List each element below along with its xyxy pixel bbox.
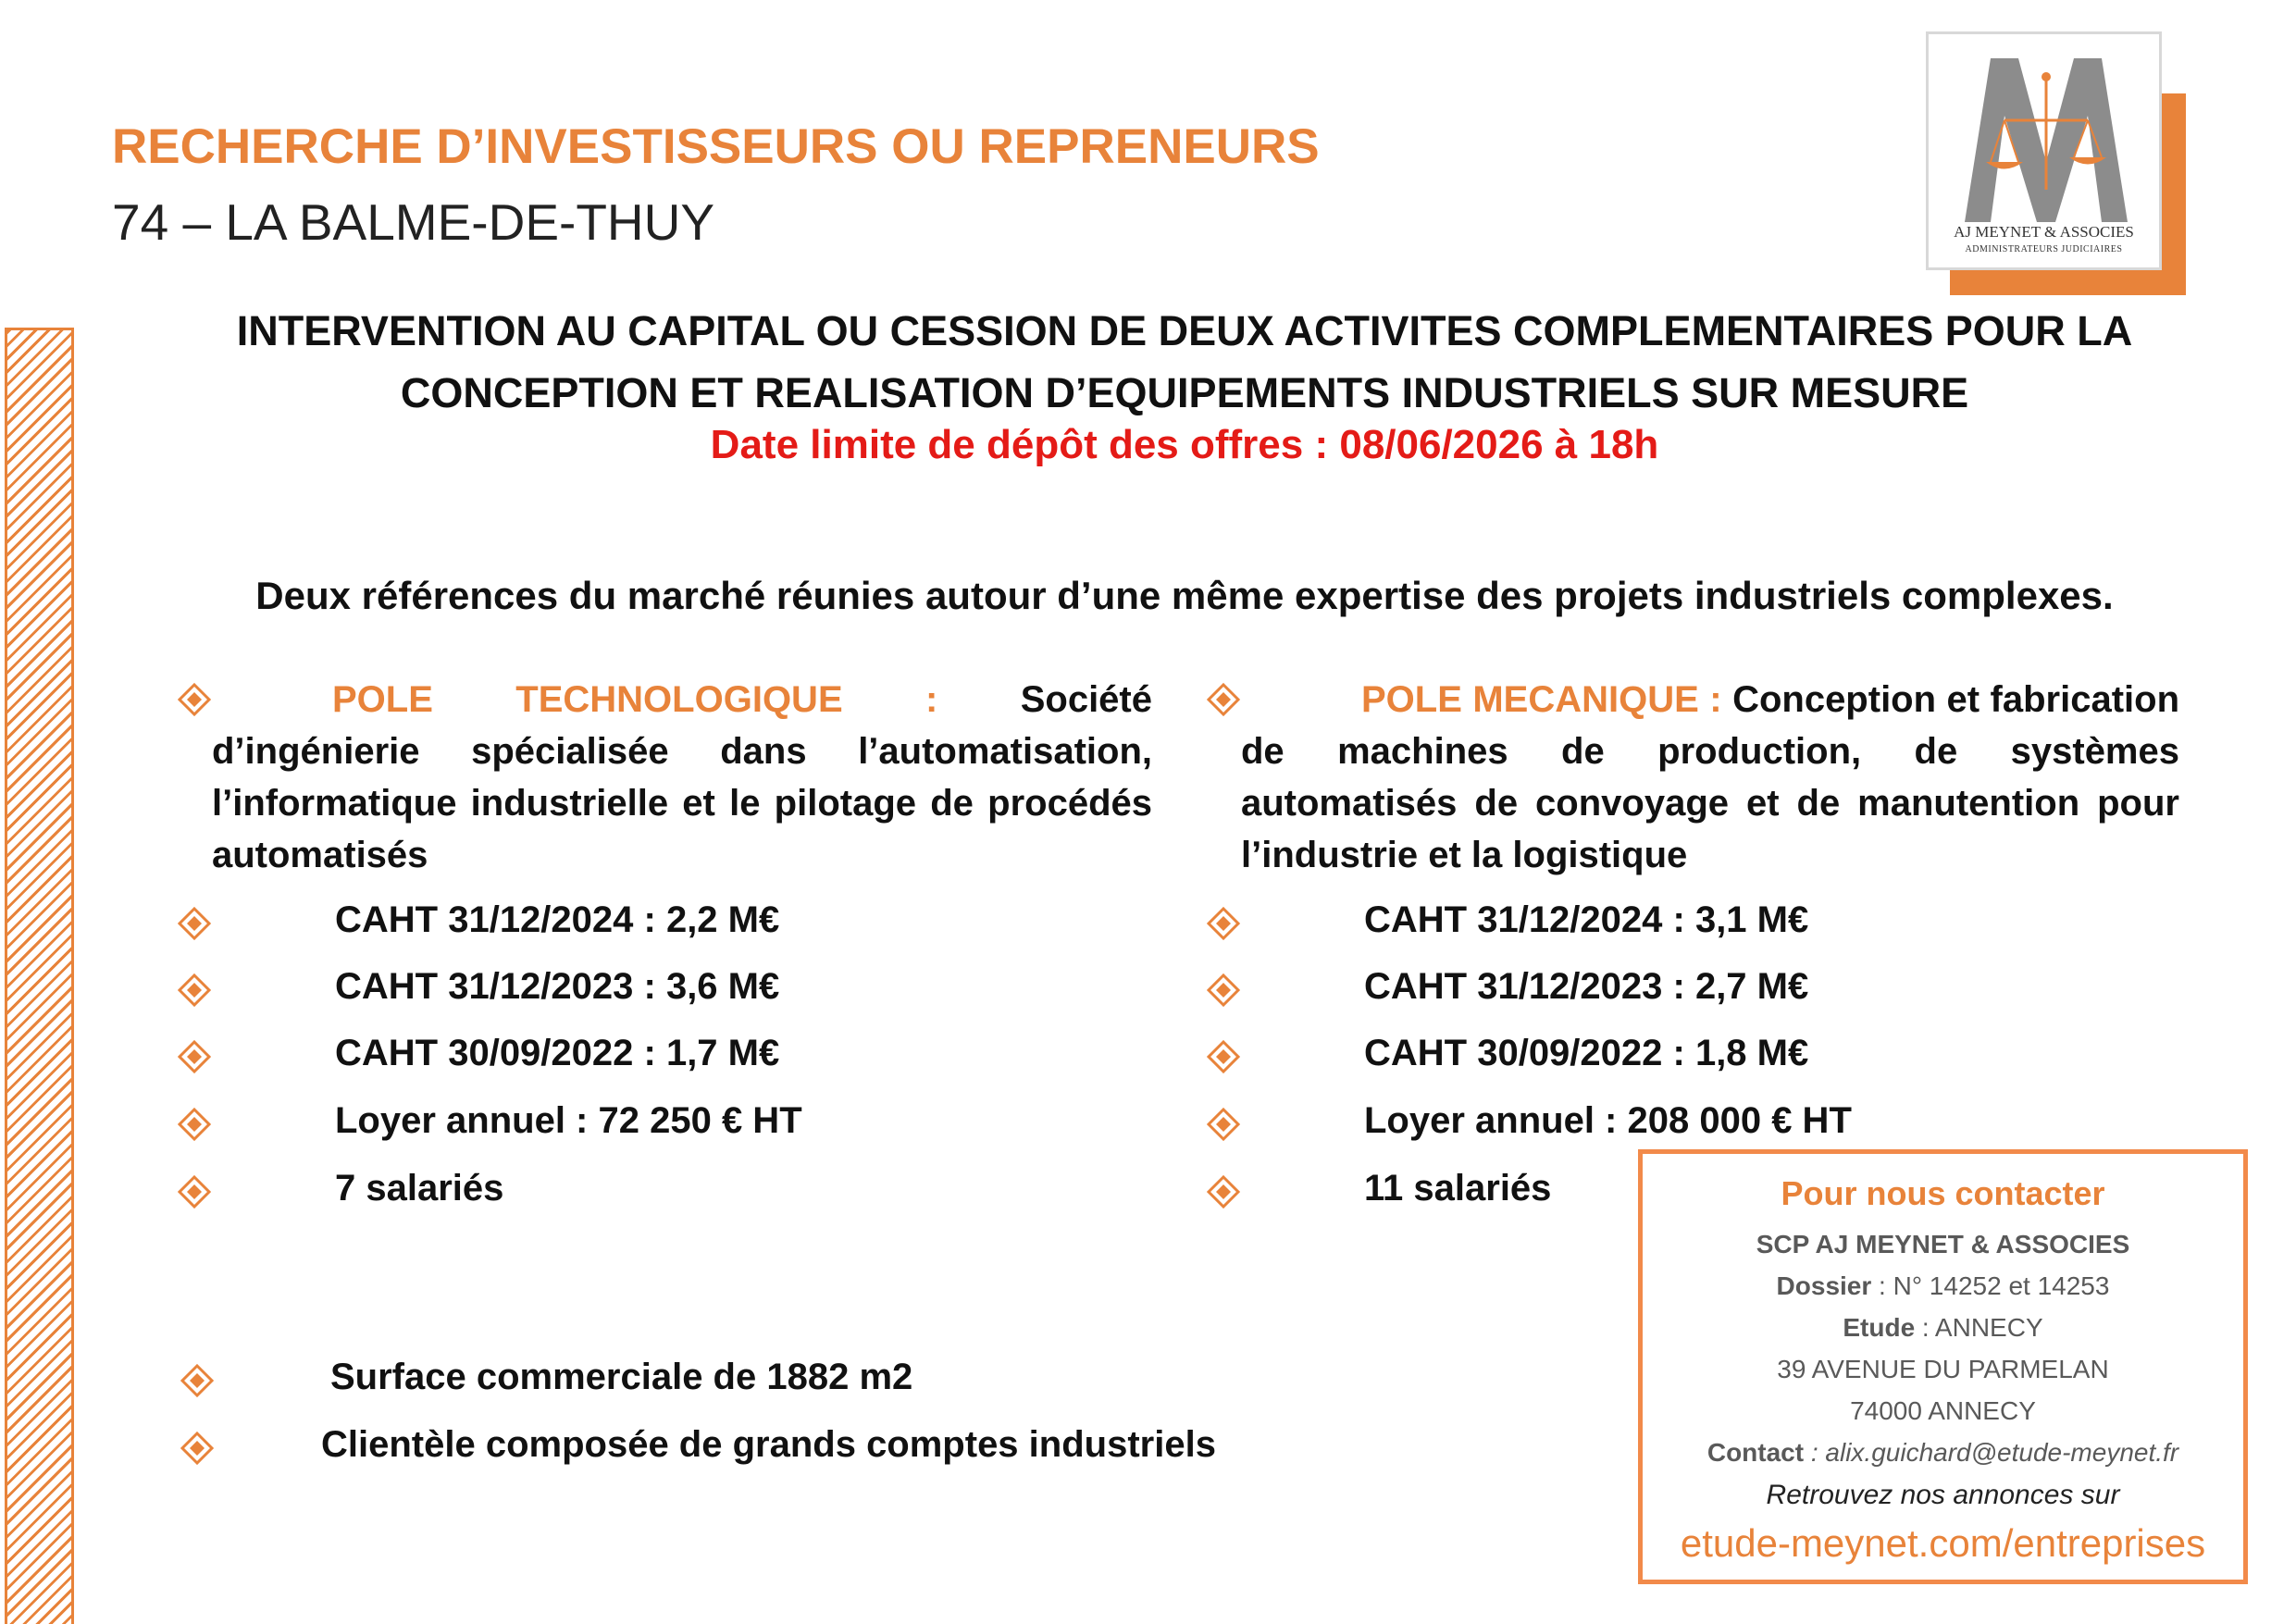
offer-deadline: Date limite de dépôt des offres : 08/06/2026 à 18h [710, 422, 1659, 467]
pole-mecanique-label: POLE MECANIQUE : [1361, 679, 1722, 720]
contact-title: Pour nous contacter [1781, 1174, 2105, 1212]
pole-technologique [212, 674, 1152, 881]
pole-technologique-description: Société d’ingénierie spécialisée dans l’automatisation, l’informatique industrielle et le pilotage de procédés automatisés [212, 679, 1152, 875]
pole-1-item: 7 salariés [335, 1168, 504, 1209]
contact-website-link[interactable]: etude-meynet.com/entreprises [1680, 1521, 2206, 1565]
side-hatch-decoration [5, 328, 74, 1624]
contact-person [1643, 1438, 2243, 1468]
diamond-bullet-icon [180, 1364, 214, 1397]
contact-etude-label: Etude [1843, 1313, 1916, 1342]
diamond-bullet-icon [178, 683, 211, 716]
diamond-bullet-icon [1207, 907, 1240, 940]
diamond-bullet-icon [178, 1175, 211, 1209]
pole-mecanique-description: Conception et fabrication de machines de production, de systèmes automatisés de convoyage et de manutention pour l’industrie et la logistique [1241, 679, 2179, 875]
pole-2-item: CAHT 31/12/2023 : 2,7 M€ [1364, 966, 1809, 1007]
pole-technologique-label: POLE TECHNOLOGIQUE : [332, 679, 938, 720]
contact-dossier [1643, 1271, 2243, 1301]
diamond-bullet-icon [1207, 973, 1240, 1007]
contact-address-2: 74000 ANNECY [1850, 1396, 2036, 1425]
page-location: 74 – LA BALME-DE-THUY [112, 193, 715, 251]
diamond-bullet-icon [1207, 683, 1240, 716]
contact-etude [1643, 1313, 2243, 1343]
contact-box [1638, 1149, 2248, 1584]
pole-1-item: CAHT 31/12/2023 : 3,6 M€ [335, 966, 780, 1007]
intro-text: Deux références du marché réunies autour d’une même expertise des projets industriels complexes. [255, 574, 2114, 617]
pole-mecanique [1241, 674, 2179, 881]
diamond-bullet-icon [1207, 1175, 1240, 1209]
contact-email[interactable]: : alix.guichard@etude-meynet.fr [1804, 1438, 2179, 1467]
diamond-bullet-icon [1207, 1108, 1240, 1141]
headline-line-2: CONCEPTION ET REALISATION D’EQUIPEMENTS INDUSTRIELS SUR MESURE [400, 369, 1969, 416]
pole-1-item: CAHT 31/12/2024 : 2,2 M€ [335, 899, 780, 940]
contact-dossier-value: : N° 14252 et 14253 [1871, 1271, 2110, 1300]
contact-etude-value: : ANNECY [1915, 1313, 2043, 1342]
diamond-bullet-icon [178, 1108, 211, 1141]
pole-1-item: CAHT 30/09/2022 : 1,7 M€ [335, 1033, 780, 1073]
contact-address-1: 39 AVENUE DU PARMELAN [1777, 1355, 2109, 1383]
page-title: RECHERCHE D’INVESTISSEURS OU REPRENEURS [112, 119, 1320, 174]
logo-company-subtitle: ADMINISTRATEURS JUDICIAIRES [1965, 244, 2123, 254]
diamond-bullet-icon [178, 1040, 211, 1073]
headline [120, 300, 2249, 424]
pole-1-item: Loyer annuel : 72 250 € HT [335, 1100, 802, 1141]
contact-find-text: Retrouvez nos annonces sur [1766, 1480, 2120, 1510]
contact-dossier-label: Dossier [1776, 1271, 1872, 1300]
common-item: Surface commerciale de 1882 m2 [330, 1357, 913, 1397]
company-logo [1926, 31, 2162, 270]
headline-line-1: INTERVENTION AU CAPITAL OU CESSION DE DEUX ACTIVITES COMPLEMENTAIRES POUR LA [236, 307, 2133, 354]
common-item: Clientèle composée de grands comptes industriels [321, 1424, 1216, 1465]
diamond-bullet-icon [1207, 1040, 1240, 1073]
contact-company: SCP AJ MEYNET & ASSOCIES [1756, 1230, 2130, 1258]
pole-2-item: Loyer annuel : 208 000 € HT [1364, 1100, 1852, 1141]
diamond-bullet-icon [178, 907, 211, 940]
contact-person-label: Contact [1706, 1438, 1805, 1467]
pole-2-item: CAHT 30/09/2022 : 1,8 M€ [1364, 1033, 1809, 1073]
scales-of-justice-icon [1954, 51, 2139, 227]
pole-2-item: CAHT 31/12/2024 : 3,1 M€ [1364, 899, 1809, 940]
diamond-bullet-icon [178, 973, 211, 1007]
pole-2-item: 11 salariés [1364, 1168, 1552, 1209]
diamond-bullet-icon [180, 1432, 214, 1465]
logo-company-name: AJ MEYNET & ASSOCIES [1954, 223, 2134, 241]
